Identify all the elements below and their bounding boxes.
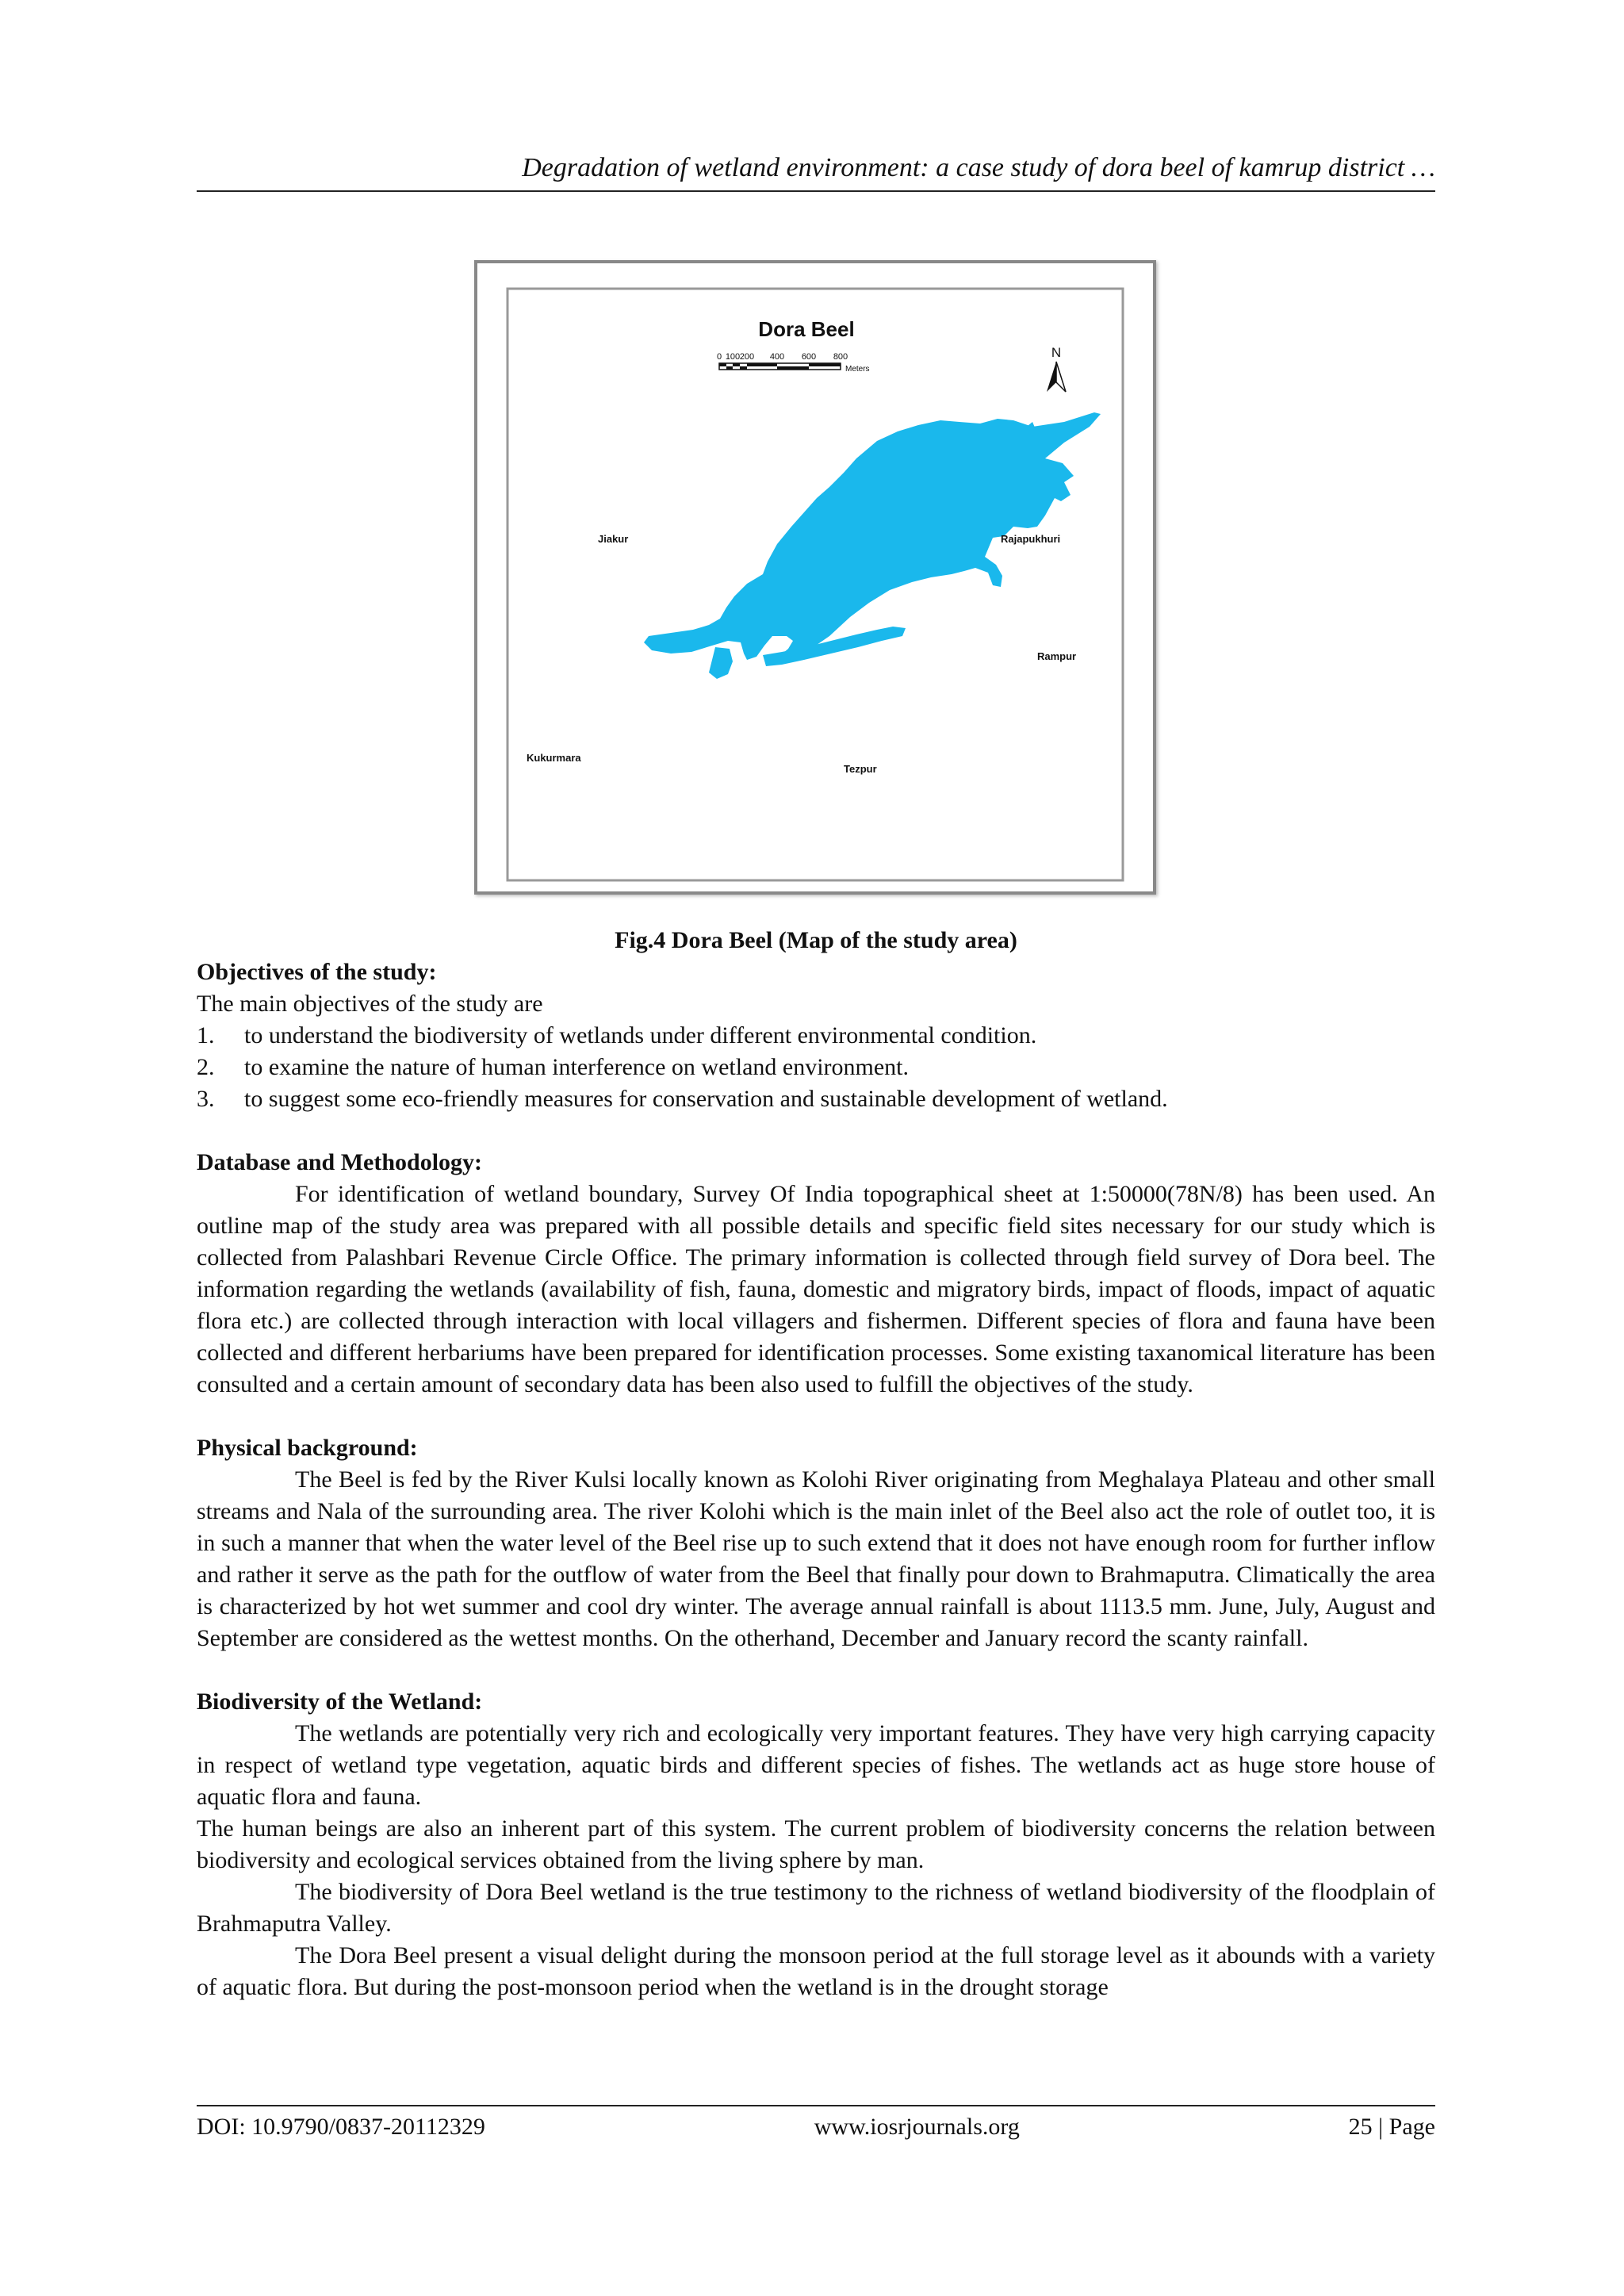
scale-tick-200: 200: [739, 352, 755, 362]
running-header: Degradation of wetland environment: a case study of dora beel of kamrup district …: [522, 153, 1435, 182]
physical-paragraph: The Beel is fed by the River Kulsi locally known as Kolohi River originating from Meghalaya Plateau and other small streams and Nala of the surrounding area. The river Kolohi which is the main inlet of the Beel also act the role of outlet too, it is in such a manner that when the water level of the Beel rise up to such extend that it does not have enough room for further inflow and rather it serve as the path for the outflow of water from the Beel that finally pour down to Brahmaputra. Climatically the area is characterized by hot wet summer and cool dry winter. The average annual rainfall is about 1113.5 mm. June, July, August and September are considered as the wettest months. On the otherhand, December and January record the scanty rainfall.: [197, 1466, 1435, 1651]
place-kukurmara: Kukurmara: [527, 752, 581, 764]
scale-tick-400: 400: [769, 352, 785, 362]
place-rajapukhuri: Rajapukhuri: [1001, 533, 1061, 545]
map-title: Dora Beel: [758, 317, 855, 341]
scale-tick-800: 800: [833, 352, 848, 362]
scale-tick-100: 100: [725, 352, 741, 362]
figure-caption: Fig.4 Dora Beel (Map of the study area): [615, 927, 1017, 953]
article-body: [197, 956, 1435, 2003]
database-paragraph: For identification of wetland boundary, Survey Of India topographical sheet at 1:50000(78N/8) has been used. An outline map of the study area was prepared with all possible details and specific field sites necessary for our study which is collected from Palashbari Revenue Circle Office. The primary information is collected through field survey of Dora beel. The information regarding the wetlands (availability of fish, fauna, domestic and migratory birds, impact of floods, impact of aquatic flora etc.) are collected through interaction with local villagers and fishermen. Different species of flora and fauna have been collected and different herbariums have been prepared for identification processes. Some existing taxanomical literature has been consulted and a certain amount of secondary data has been also used to fulfill the objectives of the study.: [197, 1181, 1435, 1397]
scale-tick-0: 0: [716, 352, 722, 362]
objectives-intro: The main objectives of the study are: [197, 991, 543, 1017]
footer-page-number: 25 | Page: [1348, 2114, 1435, 2140]
physical-heading: Physical background:: [197, 1435, 418, 1461]
place-rampur: Rampur: [1037, 650, 1077, 662]
objectives-list: [197, 1020, 1435, 1115]
biodiversity-heading: Biodiversity of the Wetland:: [197, 1688, 483, 1715]
scale-tick-600: 600: [801, 352, 817, 362]
footer-rule: [197, 2105, 1435, 2106]
place-jiakur: Jiakur: [598, 533, 629, 545]
page-footer: [197, 2111, 1435, 2143]
biodiversity-paragraph-3: The biodiversity of Dora Beel wetland is the true testimony to the richness of wetland biodiversity of the floodplain of Brahmaputra Valley.: [197, 1879, 1435, 1937]
biodiversity-paragraph-1: The wetlands are potentially very rich and ecologically very important features. They have very high carrying capacity in respect of wetland type vegetation, aquatic birds and different species of fishes. The wetlands act as huge store house of aquatic flora and fauna.: [197, 1720, 1435, 1810]
biodiversity-paragraph-4: The Dora Beel present a visual delight during the monsoon period at the full storage level as it abounds with a variety of aquatic flora. But during the post-monsoon period when the wetland is in the drought storage: [197, 1942, 1435, 2000]
study-area-map: [474, 260, 1156, 895]
database-heading: Database and Methodology:: [197, 1149, 483, 1175]
biodiversity-paragraph-2: The human beings are also an inherent part of this system. The current problem of biodiversity concerns the relation between biodiversity and ecological services obtained from the living sphere by man.: [197, 1815, 1435, 1873]
footer-website: www.iosrjournals.org: [814, 2114, 1020, 2140]
map-canvas: [477, 263, 1153, 891]
objectives-heading: Objectives of the study:: [197, 959, 437, 985]
place-tezpur: Tezpur: [844, 763, 877, 775]
list-item: 3. to suggest some eco-friendly measures for conservation and sustainable development of wetland.: [197, 1086, 1168, 1112]
list-item: 1. to understand the biodiversity of wetlands under different environmental condition.: [197, 1022, 1037, 1048]
list-item: 2. to examine the nature of human interference on wetland environment.: [197, 1054, 910, 1080]
scale-unit: Meters: [845, 365, 870, 374]
north-label: N: [1051, 345, 1062, 360]
footer-doi: DOI: 10.9790/0837-20112329: [197, 2114, 485, 2140]
header-rule: [197, 190, 1435, 192]
